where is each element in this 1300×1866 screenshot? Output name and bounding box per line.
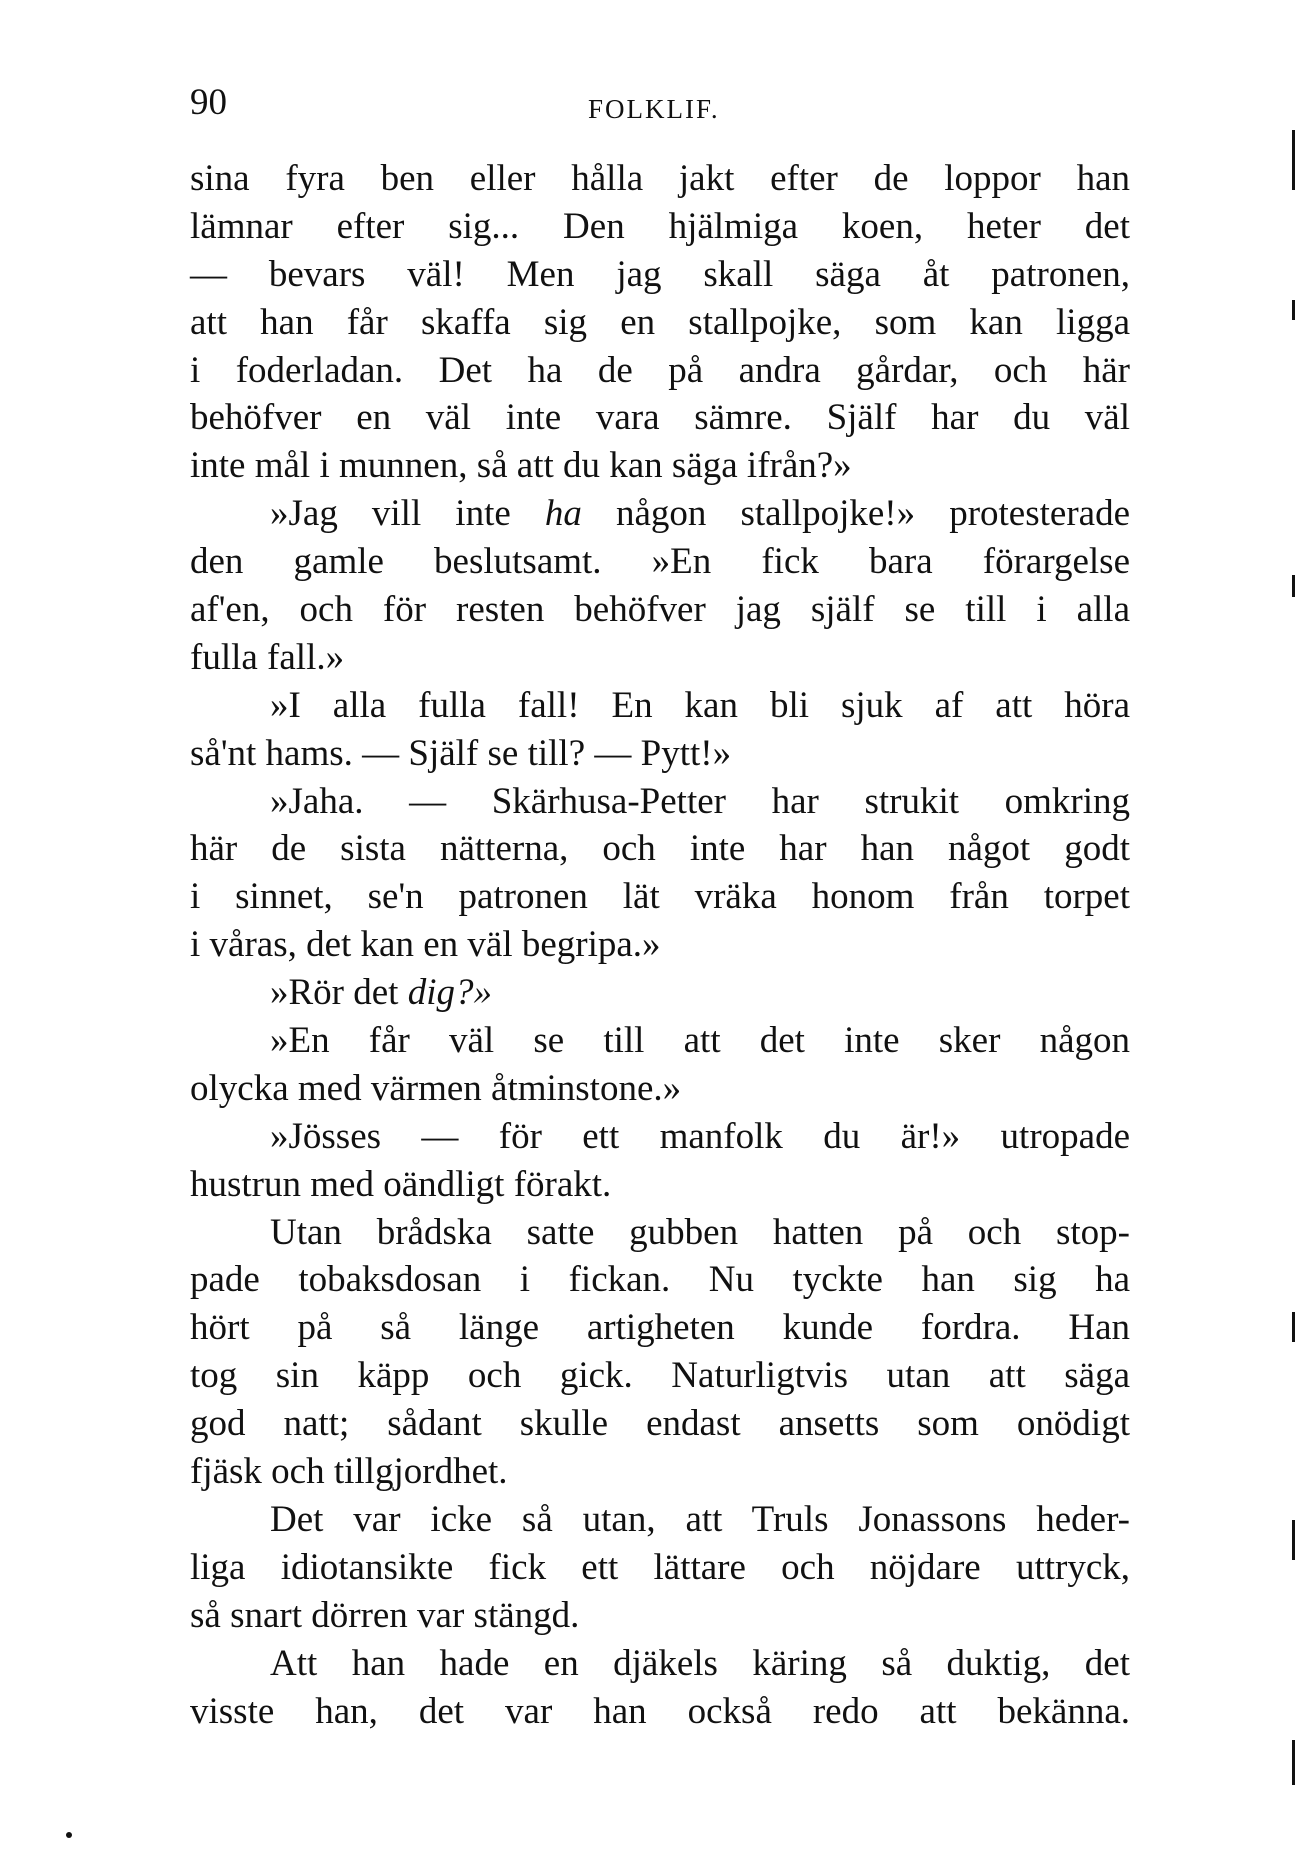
text-line: »Jösses — för ett manfolk du är!» utropade: [270, 1115, 1130, 1157]
text-line: [190, 490, 1130, 538]
text-line: i sinnet, se'n patronen lät vräka honom från torpet: [190, 876, 1130, 918]
text-run: »Jag vill inte: [270, 493, 545, 535]
text-line: den gamle beslutsamt. »En fick bara förargelse: [190, 541, 1130, 583]
text-line: så'nt hams. — Själf se till? — Pytt!»: [190, 732, 732, 774]
text-line: visste han, det var han också redo att bekänna.: [190, 1690, 1130, 1732]
scan-edge-mark: [1292, 1740, 1295, 1785]
italic-word: ha: [544, 493, 582, 535]
scan-edge-mark: [1292, 1520, 1295, 1560]
text-line: hört på så länge artigheten kunde fordra. Han: [190, 1307, 1130, 1349]
text-line: Det var icke så utan, att Truls Jonassons heder-: [270, 1498, 1130, 1540]
text-line: god natt; sådant skulle endast ansetts som onödigt: [190, 1403, 1130, 1445]
text-run: någon stallpojke!» protesterade: [581, 493, 1130, 535]
text-line: »Jaha. — Skärhusa-Petter har strukit omkring: [270, 780, 1130, 822]
text-line: så snart dörren var stängd.: [190, 1594, 580, 1636]
text-run: »Rör det: [270, 972, 408, 1014]
text-line: inte mål i munnen, så att du kan säga ifrån?»: [190, 445, 852, 487]
italic-word: dig?»: [407, 972, 492, 1014]
text-line: i foderladan. Det ha de på andra gårdar, och här: [190, 349, 1130, 391]
text-line: Utan brådska satte gubben hatten på och stop-: [270, 1211, 1130, 1253]
text-line: tog sin käpp och gick. Naturligtvis utan att säga: [190, 1355, 1130, 1397]
text-line: lämnar efter sig... Den hjälmiga koen, heter det: [190, 205, 1130, 247]
text-line: här de sista nätterna, och inte har han något godt: [190, 828, 1130, 870]
text-line: [190, 969, 1130, 1017]
text-line: behöfver en väl inte vara sämre. Själf har du väl: [190, 397, 1130, 439]
scan-speck: [66, 1832, 72, 1838]
text-line: fjäsk och tillgjordhet.: [190, 1451, 508, 1493]
page-number: 90: [190, 82, 227, 123]
text-line: i våras, det kan en väl begripa.»: [190, 924, 661, 966]
running-title: FOLKLIF.: [588, 94, 720, 124]
scan-edge-mark: [1292, 1312, 1295, 1342]
text-line: sina fyra ben eller hålla jakt efter de loppor han: [190, 158, 1130, 199]
page-header: [190, 78, 1130, 128]
text-line: liga idiotansikte fick ett lättare och nöjdare uttryck,: [190, 1546, 1130, 1588]
body-text: [190, 155, 1130, 1735]
scan-edge-mark: [1292, 575, 1295, 597]
text-line: »I alla fulla fall! En kan bli sjuk af att höra: [270, 684, 1130, 726]
text-line: »En får väl se till att det inte sker någon: [270, 1020, 1130, 1062]
scan-edge-mark: [1292, 130, 1295, 190]
text-line: Att han hade en djäkels käring så duktig, det: [270, 1642, 1130, 1684]
text-line: — bevars väl! Men jag skall säga åt patronen,: [190, 253, 1130, 295]
text-line: att han får skaffa sig en stallpojke, som kan ligga: [190, 301, 1130, 343]
text-line: af'en, och för resten behöfver jag själf se till i alla: [190, 589, 1130, 631]
text-line: hustrun med oändligt förakt.: [190, 1163, 612, 1205]
text-line: fulla fall.»: [190, 636, 345, 678]
scan-edge-mark: [1292, 300, 1295, 320]
text-line: olycka med värmen åtminstone.»: [190, 1067, 682, 1109]
text-line: pade tobaksdosan i fickan. Nu tyckte han sig ha: [190, 1259, 1130, 1301]
